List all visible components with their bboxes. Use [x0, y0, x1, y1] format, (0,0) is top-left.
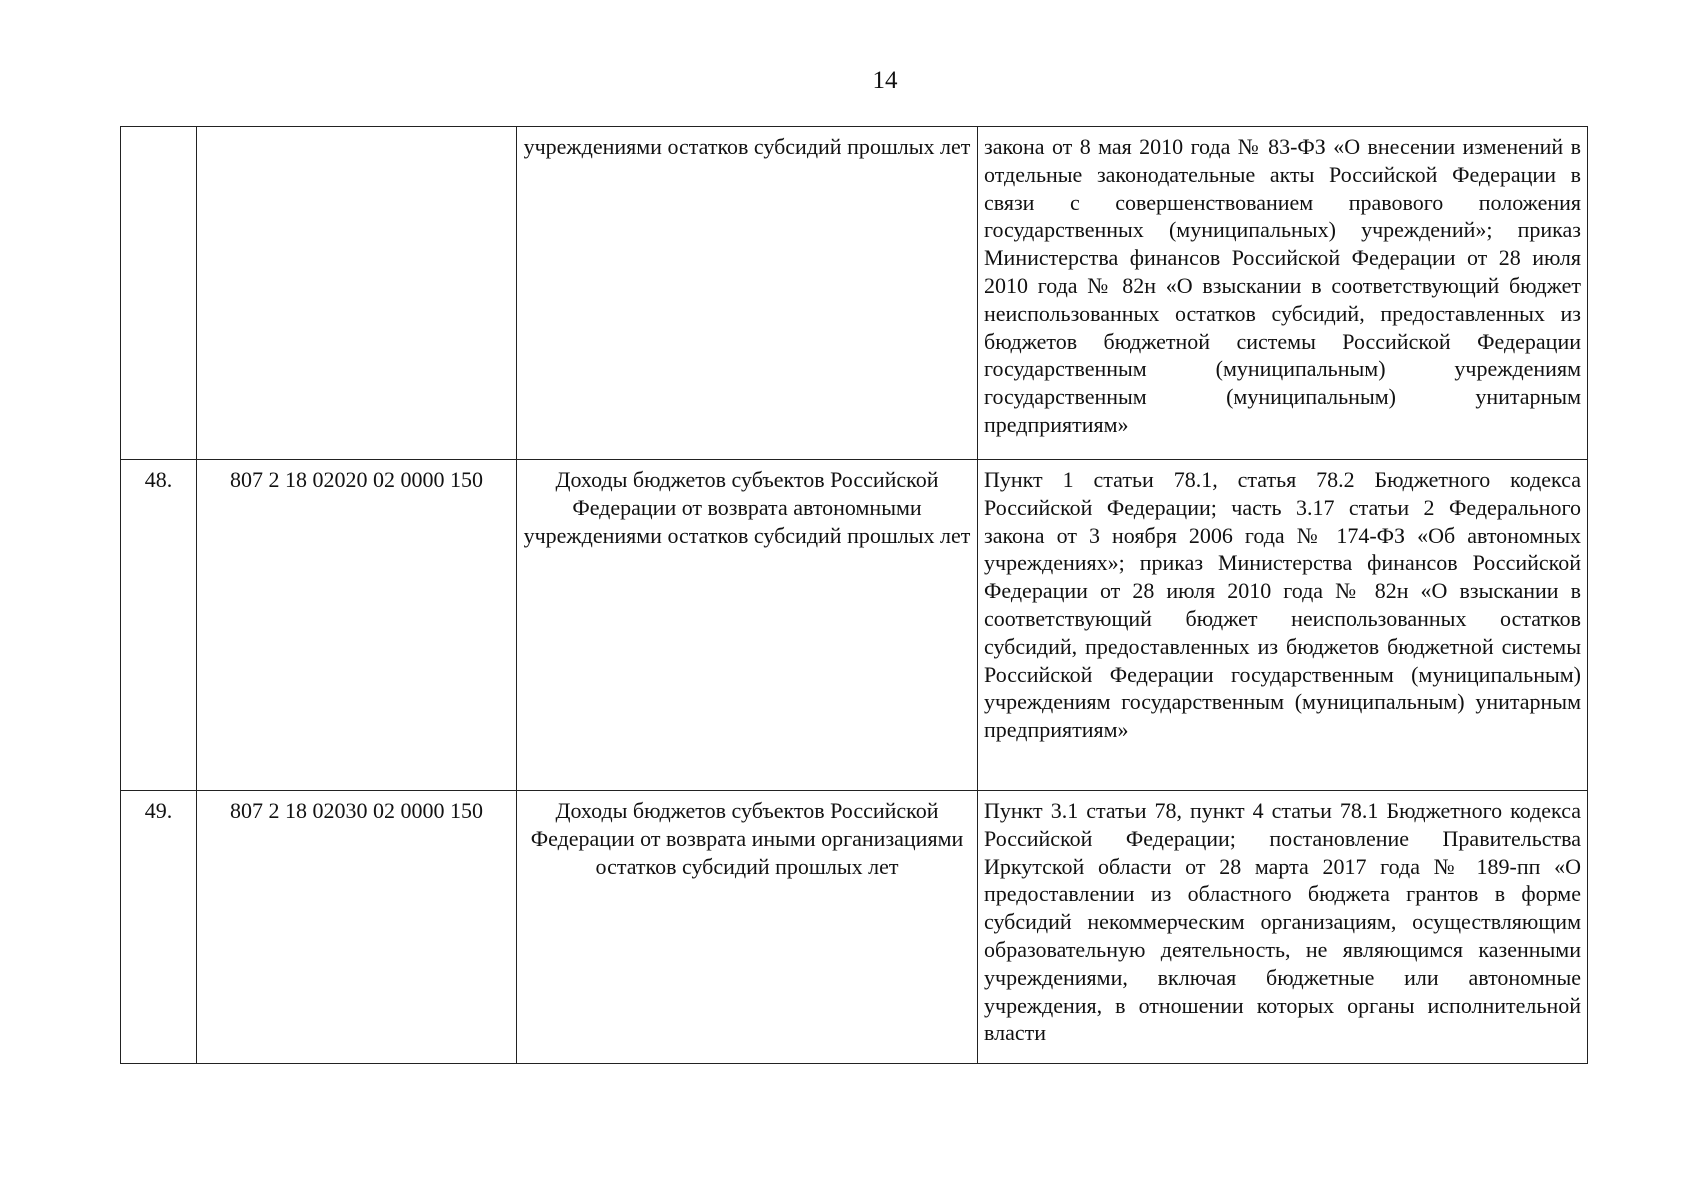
table-row-continued: [121, 127, 1588, 460]
legal-basis-text: Пункт 1 статьи 78.1, статья 78.2 Бюджетного кодекса Российской Федерации; часть 3.17 статьи 2 Федерального закона от 3 ноября 2006 года № 174-ФЗ «Об автономных учреждениях»; приказ Министерства финансов Российской Федерации от 28 июля 2010 года № 82н «О взыскании в соответствующий бюджет неиспользованных остатков субсидий, предоставленных из бюджетов бюджетной системы Российской Федерации государственным (муниципальным) учреждениям государственным (муниципальным) унитарным: [984, 467, 1581, 715]
legal-basis-text: закона от 8 мая 2010 года № 83-ФЗ «О внесении изменений в отдельные законодательные акты Российской Федерации в связи с совершенствованием правового положения государственных (муниципальных) учреждений»; приказ Министерства финансов Российской Федерации от 28 июля 2010 года № 82н «О взыскании в соответствующий бюджет неиспользованных остатков субсидий, предоставленных из бюджетов бюджетной системы Российской Федерации государственным (муниципальным) учреждениям государственным (муниципальным) унитарным: [984, 134, 1581, 410]
table-row-48: [121, 460, 1588, 791]
row-number-cell: 48.: [121, 460, 197, 791]
revenue-codes-table: [120, 126, 1588, 1064]
row-number-cell: 49.: [121, 791, 197, 1064]
table-row-49: [121, 791, 1588, 1064]
page-number: 14: [872, 67, 898, 94]
revenue-name-cell: учреждениями остатков субсидий прошлых лет: [517, 127, 978, 460]
legal-basis-last-line: предприятиям»: [984, 717, 1129, 743]
revenue-name-cell: Доходы бюджетов субъектов Российской Федерации от возврата автономными учреждениями остатков субсидий прошлых лет: [517, 460, 978, 791]
legal-basis-cell: [978, 460, 1588, 791]
budget-code-cell: 807 2 18 02020 02 0000 150: [197, 460, 517, 791]
legal-basis-text: Пункт 3.1 статьи 78, пункт 4 статьи 78.1 Бюджетного кодекса Российской Федерации; постановление Правительства Иркутской области от 28 марта 2017 года № 189-пп «О предоставлении из областного бюджета грантов в форме субсидий некоммерческим организациям, осуществляющим образовательную деятельность, не являющимся казенными учреждениями, включая бюджетные или автономные учреждения, в отношении которых органы исполнительной власти: [984, 798, 1581, 1046]
budget-code-cell: 807 2 18 02030 02 0000 150: [197, 791, 517, 1064]
row-number-cell: [121, 127, 197, 460]
revenue-name-cell: Доходы бюджетов субъектов Российской Федерации от возврата иными организациями остатков субсидий прошлых лет: [517, 791, 978, 1064]
budget-code-cell: [197, 127, 517, 460]
legal-basis-cell: [978, 791, 1588, 1064]
legal-basis-cell: [978, 127, 1588, 460]
legal-basis-last-line: предприятиям»: [984, 411, 1129, 437]
